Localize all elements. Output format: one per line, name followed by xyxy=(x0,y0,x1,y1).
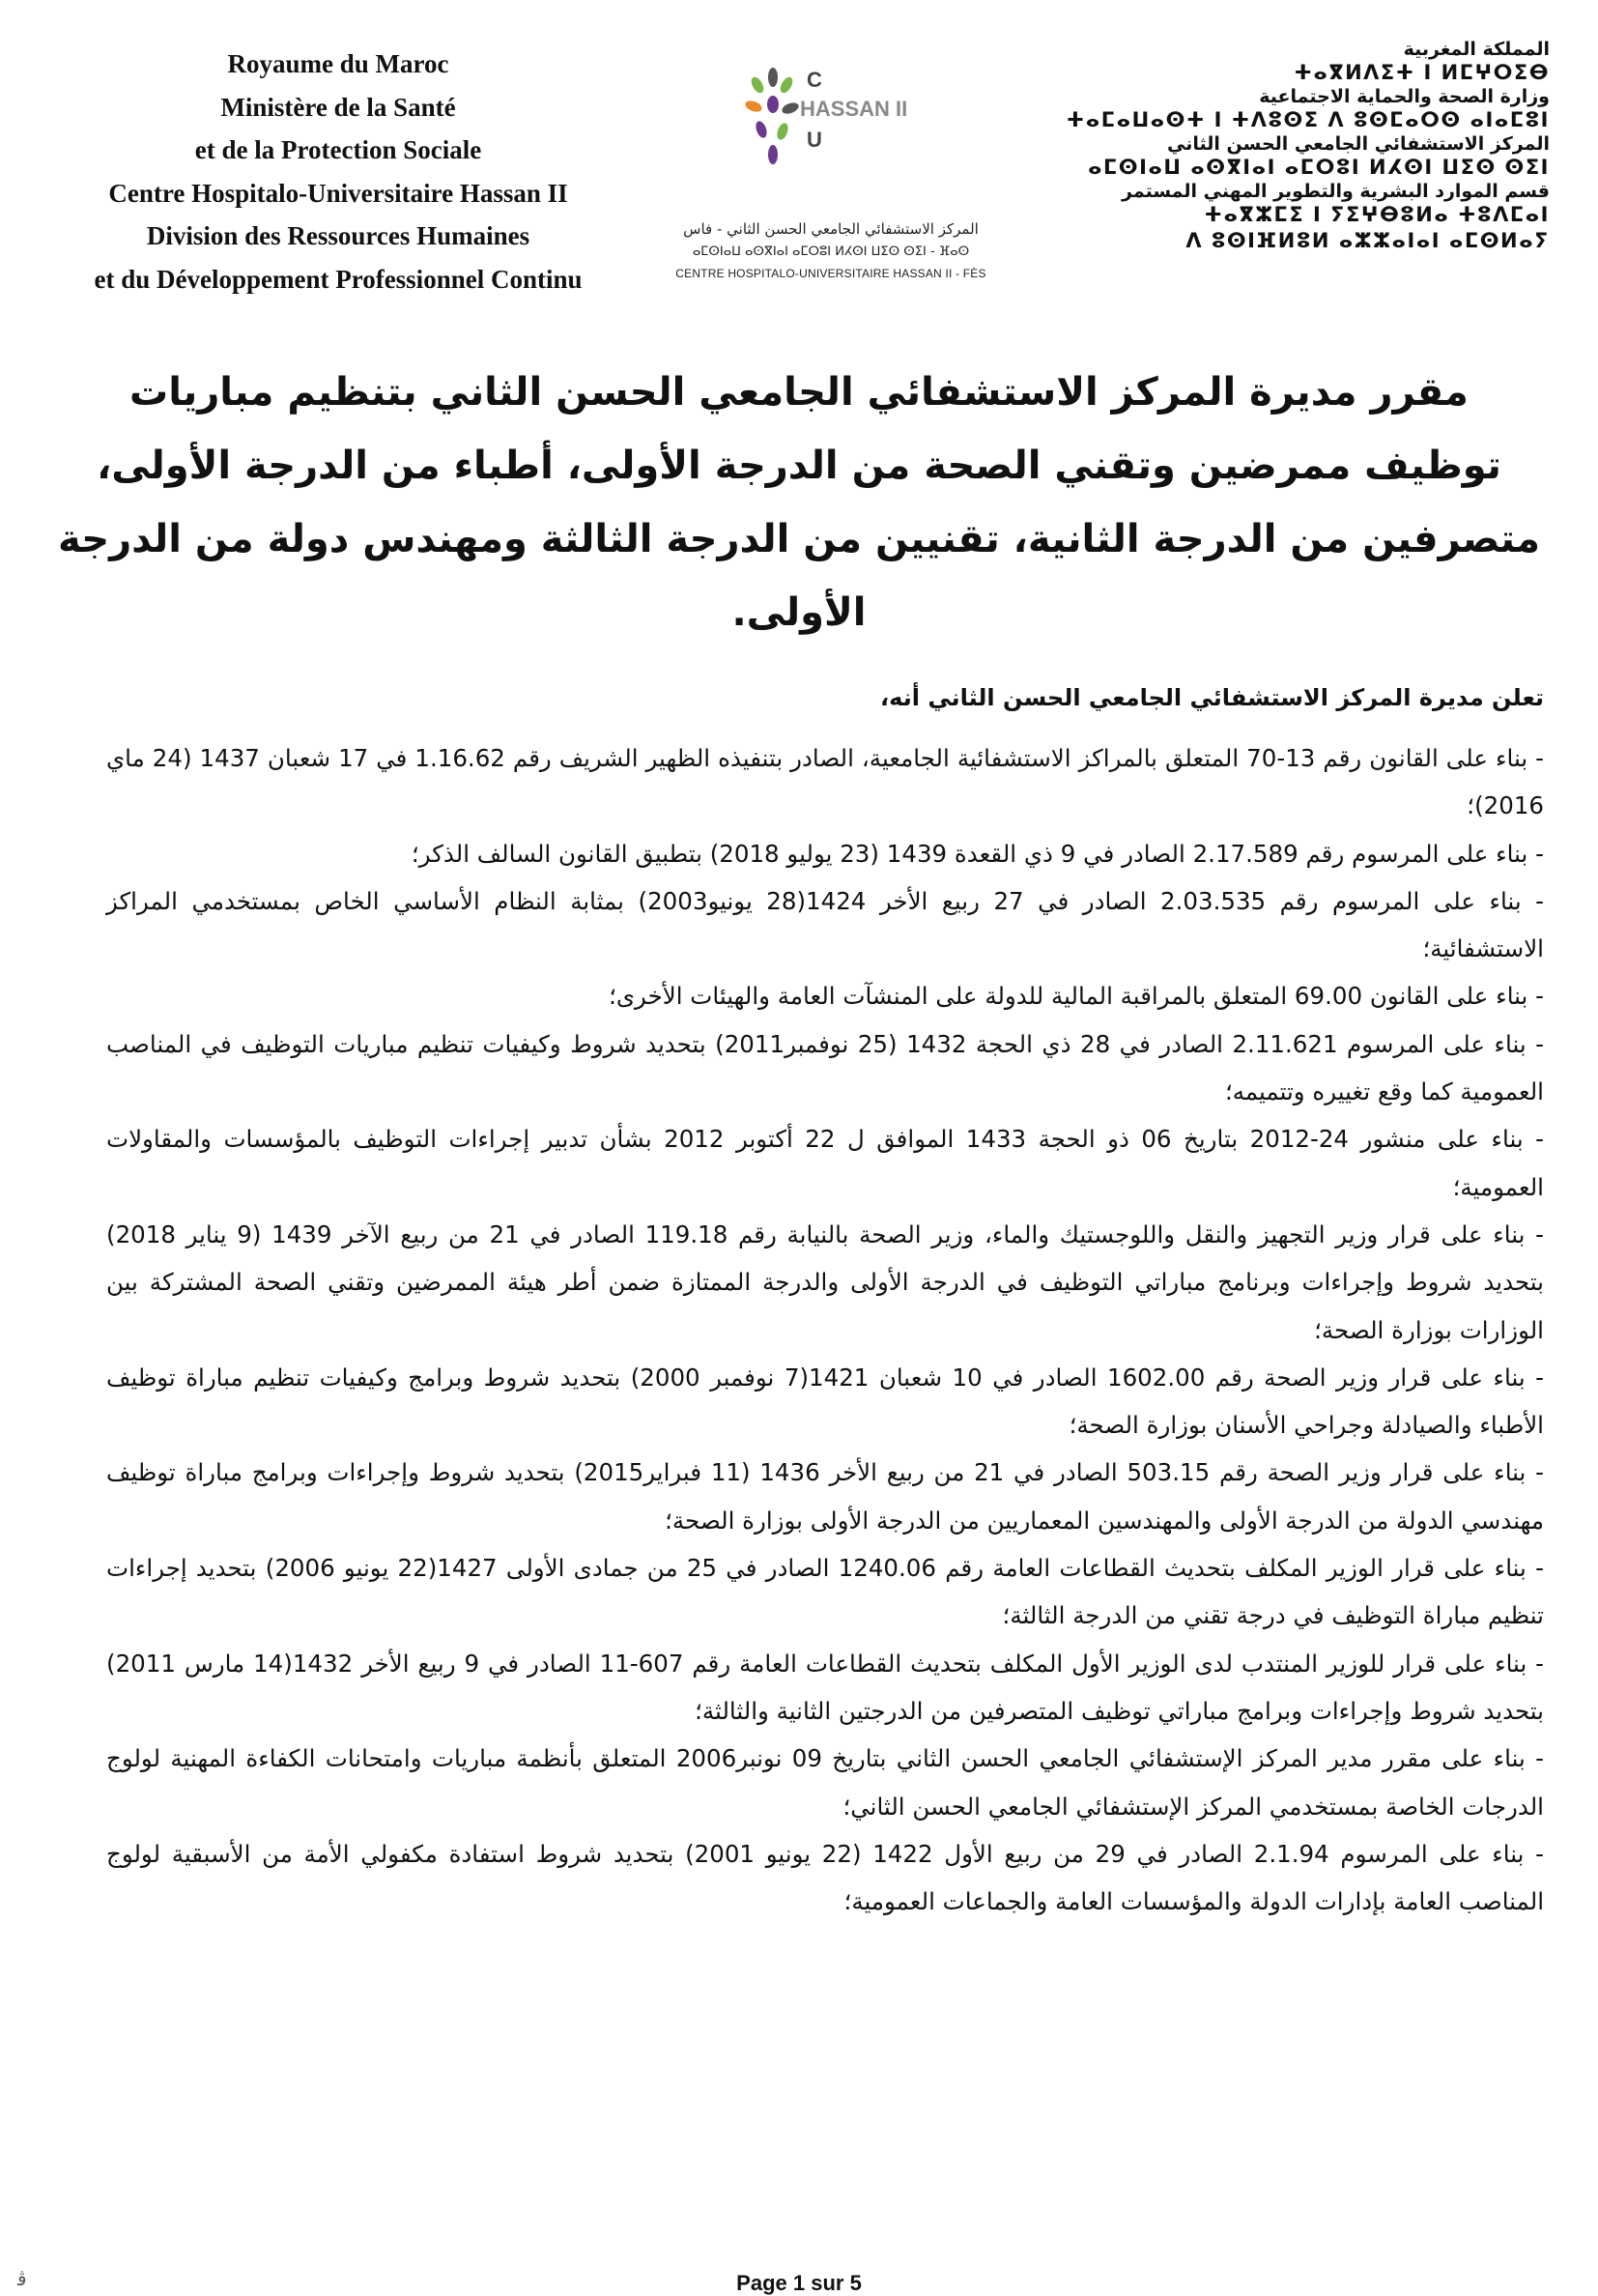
french-letterhead xyxy=(48,43,628,301)
intro-line: تعلن مديرة المركز الاستشفائي الجامعي الحسن الثاني أنه، xyxy=(880,684,1544,711)
arabic-line: المركز الاستشفائي الجامعي الحسن الثاني xyxy=(1167,133,1550,155)
fr-line: et du Développement Professionnel Continu xyxy=(94,264,583,294)
arabic-line: المملكة المغربية xyxy=(1403,39,1550,60)
legal-clause: - بناء على المرسوم رقم 2.03.535 الصادر في 27 ربيع الأخر 1424(28 يونيو2003) بمثابة النظام الأساسي الخاص بمستخدمي المراكز الاستشفائية؛ xyxy=(106,886,1544,963)
legal-clause: - بناء على قرار وزير الصحة رقم 503.15 الصادر في 21 من ربيع الأخر 1436 (11 فبراير2015) بتحديد شروط وإجراءات وبرامج مباراة توظيف مهندسي الدولة من الدرجة الأولى والمهندسين المعماريين من الدرجة الأولى بوزارة الصحة؛ xyxy=(106,1458,1544,1535)
chu-logo xyxy=(657,58,1005,300)
fr-line: et de la Protection Sociale xyxy=(194,135,482,165)
logo-petal xyxy=(749,75,766,96)
legal-clause: - بناء على المرسوم رقم 2.17.589 الصادر في 9 ذي القعدة 1439 (23 يوليو 2018) بتطبيق القانون السالف الذكر؛ xyxy=(411,839,1544,868)
tifinagh-line: ⴷ ⵓⵙⵏⴼⵍⵓⵍ ⴰⵣⵣⴰⵏⴰⵏ ⴰⵎⵙⵍⴰⵢ xyxy=(1185,229,1550,252)
page-number: Page 1 sur 5 xyxy=(736,2271,862,2295)
legal-clause: - بناء على قرار وزير الصحة رقم 1602.00 الصادر في 10 شعبان 1421(7 نوفمبر 2000) بتحديد شروط وبرامج وكيفيات تنظيم مباراة توظيف الأطباء والصيادلة وجراحي الأسنان بوزارة الصحة؛ xyxy=(106,1363,1545,1440)
logo-petal xyxy=(768,145,778,164)
arabic-line: قسم الموارد البشرية والتطوير المهني المستمر xyxy=(1122,181,1550,202)
logo-petal xyxy=(778,75,795,96)
fr-line: Centre Hospitalo-Universitaire Hassan II xyxy=(108,178,568,208)
tifinagh-line: ⵜⴰⴳⵍⴷⵉⵜ ⵏ ⵍⵎⵖⵔⵉⴱ xyxy=(1294,61,1550,84)
corner-mark: ﭬ xyxy=(17,2267,27,2290)
legal-clause: - بناء على القانون 69.00 المتعلق بالمراقبة المالية للدولة على المنشآت العامة والهيئات الأخرى؛ xyxy=(609,982,1544,1011)
fr-line: Division des Ressources Humaines xyxy=(146,221,530,251)
logo-french-name: CENTRE HOSPITALO-UNIVERSITAIRE HASSAN II - FÈS xyxy=(675,267,986,280)
logo-petal xyxy=(768,68,778,87)
logo-petal xyxy=(744,99,763,114)
arabic-letterhead xyxy=(1063,39,1550,254)
tifinagh-line: ⴰⵎⵙⵏⴰⵡ ⴰⵙⴳⵏⴰⵏ ⴰⵎⵔⵓⵏ ⵍⵃⵙⵏ ⵡⵉⵙ ⵙⵉⵏ xyxy=(1087,156,1550,179)
legal-clause: - بناء على قرار الوزير المكلف بتحديث القطاعات العامة رقم 1240.06 الصادر في 25 من جمادى الأولى 1427(22 يونيو 2006) بتحديد إجراءات تنظيم مباراة التوظيف في درجة تقني من الدرجة الثالثة؛ xyxy=(106,1554,1544,1630)
legal-clause: - بناء على المرسوم 2.1.94 الصادر في 29 من ربيع الأول 1422 (22 يونيو 2001) بتحديد شروط استفادة مكفولي الأمة من الأسبقية لولوج المناصب العامة بإدارات الدولة والمؤسسات العامة والجماعات العمومية؛ xyxy=(106,1839,1544,1916)
logo-petal xyxy=(775,122,790,141)
legal-clause: - بناء على قرار للوزير المنتدب لدى الوزير الأول المكلف بتحديث القطاعات العامة رقم 607-11 الصادر في 9 ربيع الأخر 1432(14 مارس 2011) بتحديد شروط وإجراءات وبرامج مباراتي توظيف المتصرفين من الدرجتين الثانية والثالثة؛ xyxy=(106,1649,1545,1725)
logo-petal xyxy=(767,96,779,113)
logo-petal xyxy=(754,120,769,139)
logo-letter-u: U xyxy=(807,128,822,152)
logo-mark-icon xyxy=(744,68,802,174)
document-header xyxy=(0,0,1598,329)
fr-line: Ministère de la Santé xyxy=(220,92,456,122)
fr-line: Royaume du Maroc xyxy=(227,49,449,78)
legal-clause: - بناء على مقرر مدير المركز الإستشفائي الجامعي الحسن الثاني بتاريخ 09 نونبر2006 المتعلق بأنظمة مباريات وامتحانات الكفاءة المهنية لولوج الدرجات الخاصة بمستخدمي المركز الإستشفائي الجامعي الحسن الثاني؛ xyxy=(106,1744,1544,1821)
legal-basis-list xyxy=(106,734,1544,1925)
arabic-line: وزارة الصحة والحماية الاجتماعية xyxy=(1259,86,1550,107)
logo-arabic-name: المركز الاستشفائي الجامعي الحسن الثاني - فاس xyxy=(683,220,979,238)
legal-clause: - بناء على قرار وزير التجهيز والنقل واللوجستيك والماء، وزير الصحة بالنيابة رقم 119.18 الصادر في 21 من ربيع الآخر 1439 (9 يناير 2018) بتحديد شروط وإجراءات وبرنامج مباراتي التوظيف في الدرجة الأولى والدرجة الممتازة ضمن أطر هيئة الممرضين وتقني الصحة المشتركة بين الوزارات بوزارة الصحة؛ xyxy=(106,1220,1544,1344)
tifinagh-line: ⵜⴰⵎⴰⵡⴰⵙⵜ ⵏ ⵜⴷⵓⵙⵉ ⴷ ⵓⵙⵎⴰⵔⵙ ⴰⵏⴰⵎⵓⵏ xyxy=(1066,108,1550,131)
logo-tifinagh-name: ⴰⵎⵙⵏⴰⵡ ⴰⵙⴳⵏⴰⵏ ⴰⵎⵔⵓⵏ ⵍⵃⵙⵏ ⵡⵉⵙ ⵙⵉⵏ - ⴼⴰⵙ xyxy=(692,244,970,259)
logo-hassan: HASSAN II xyxy=(800,97,908,121)
legal-clause: - بناء على القانون رقم 13-70 المتعلق بالمراكز الاستشفائية الجامعية، الصادر بتنفيذه الظهير الشريف رقم 1.16.62 في 17 شعبان 1437 (24 ماي 2016)؛ xyxy=(106,744,1544,820)
tifinagh-line: ⵜⴰⴳⵣⵎⵉ ⵏ ⵢⵉⵖⴱⵓⵍⴰ ⵜⵓⴷⵎⴰⵏ xyxy=(1204,203,1550,226)
logo-letter-c: C xyxy=(807,68,822,92)
decision-title: مقرر مديرة المركز الاستشفائي الجامعي الحسن الثاني بتنظيم مباريات توظيف ممرضين وتقني الصحة من الدرجة الأولى، أطباء من الدرجة الأولى، متصرفين من الدرجة الثانية، تقنيين من الدرجة الثالثة ومهندس دولة من الدرجة الأولى. xyxy=(58,370,1540,635)
logo-petal xyxy=(781,100,800,116)
legal-clause: - بناء على المرسوم 2.11.621 الصادر في 28 ذي الحجة 1432 (25 نوفمبر2011) بتحديد شروط وكيفيات تنظيم مباريات التوظيف في المناصب العمومية كما وقع تغييره وتتميمه؛ xyxy=(106,1029,1544,1106)
legal-clause: - بناء على منشور 24-2012 بتاريخ 06 ذو الحجة 1433 الموافق ل 22 أكتوبر 2012 بشأن تدبير إجراءات التوظيف بالمؤسسات والمقاولات العمومية؛ xyxy=(106,1125,1544,1201)
